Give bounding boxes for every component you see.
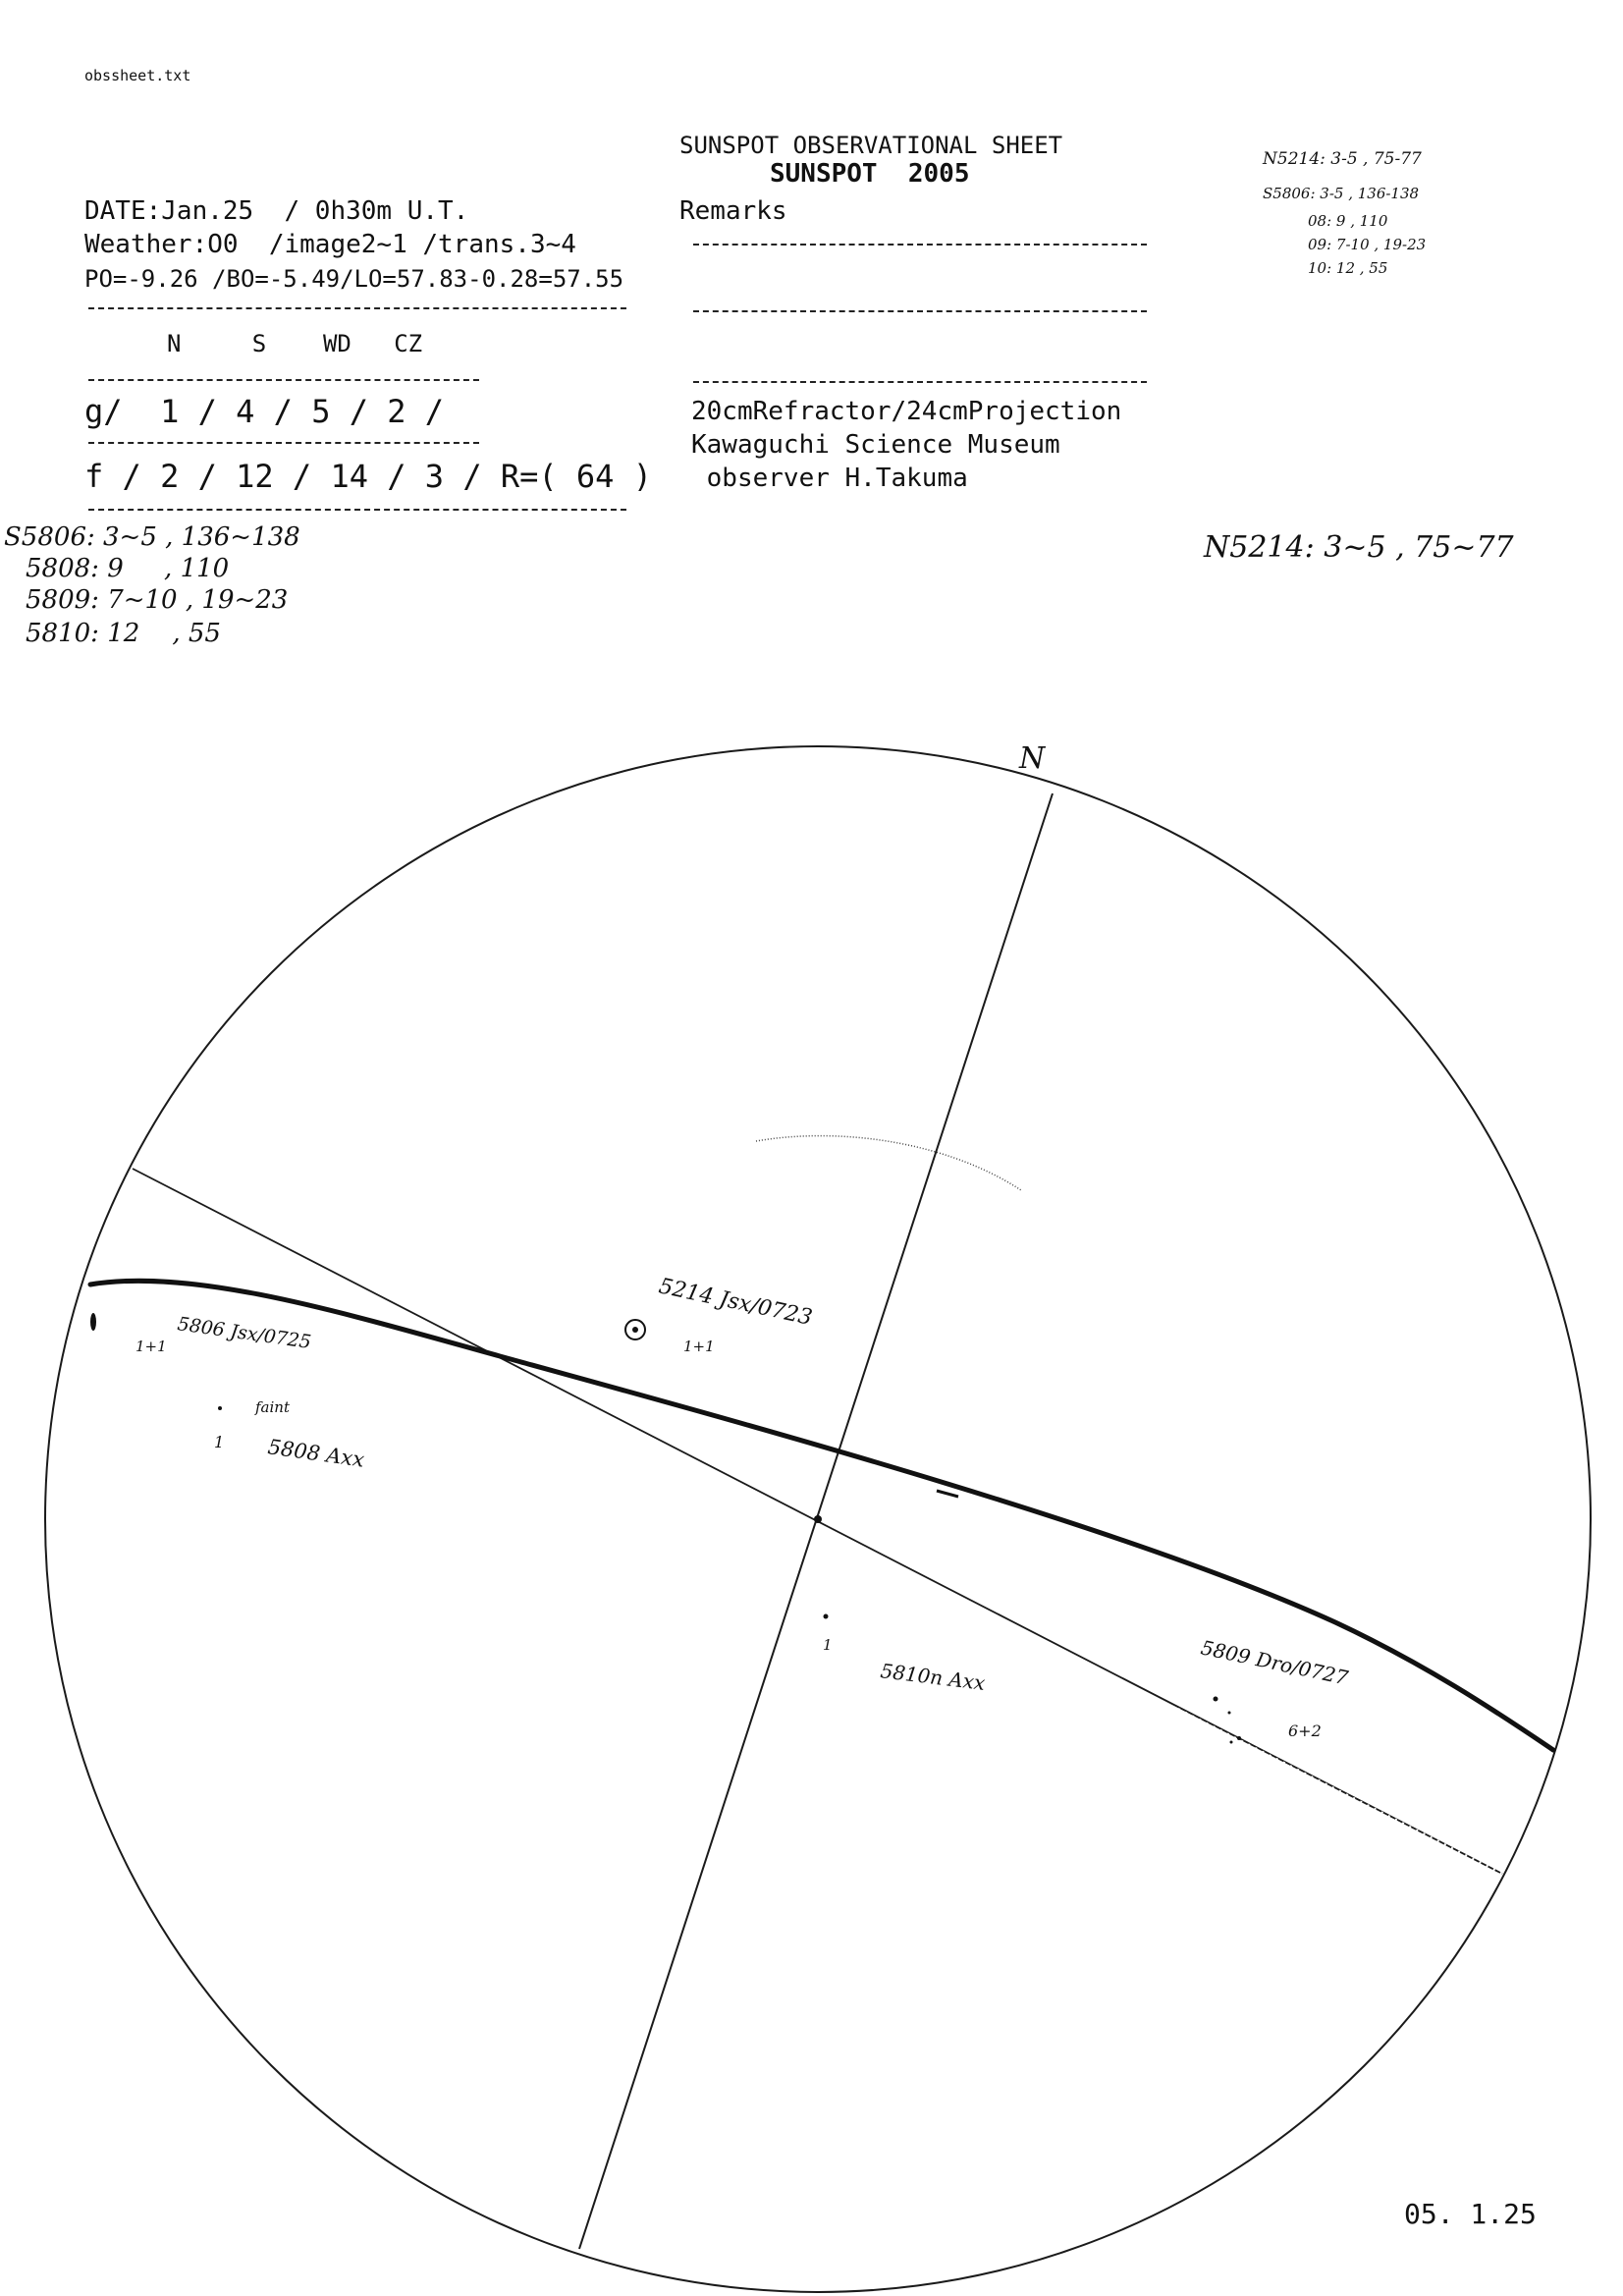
sunspot [632, 1327, 638, 1333]
region-count: 1+1 [135, 1338, 167, 1355]
file-name: obssheet.txt [84, 67, 191, 84]
region-count: 1 [823, 1636, 833, 1654]
tick-mark [937, 1491, 958, 1497]
spot-count-row: f / 2 / 12 / 14 / 3 / R=( 64 ) [84, 458, 652, 495]
note-right: N5214: 3~5 , 75~77 [1204, 530, 1514, 565]
region-label: 5214 Jsx/0723 [656, 1274, 815, 1331]
region-label: 5809 Dro/0727 [1198, 1635, 1351, 1690]
sunspot [1228, 1712, 1231, 1715]
sunspot [1230, 1741, 1233, 1744]
note-top-right: 08: 9 , 110 [1308, 212, 1388, 230]
region-label: 5806 Jsx/0725 [176, 1313, 313, 1354]
date-line: DATE:Jan.25 / 0h30m U.T. [84, 196, 469, 226]
note-left: 5808: 9 , 110 [26, 554, 230, 583]
latitude-arc [756, 1136, 1021, 1190]
region-label: 5810n Axx [879, 1659, 987, 1696]
note-top-right: S5806: 3-5 , 136-138 [1263, 185, 1420, 202]
date-stamp: 05. 1.25 [1404, 2198, 1537, 2230]
north-marker: N [1019, 741, 1046, 776]
region-count: 1+1 [683, 1338, 715, 1355]
museum: Kawaguchi Science Museum [691, 430, 1060, 460]
note-left: 5810: 12 , 55 [26, 619, 221, 648]
sheet-title: SUNSPOT OBSERVATIONAL SHEET [679, 132, 1063, 159]
sheet-subtitle: SUNSPOT 2005 [770, 159, 970, 189]
note-top-right: N5214: 3-5 , 75-77 [1263, 149, 1422, 169]
note-top-right: 09: 7-10 , 19-23 [1308, 236, 1427, 253]
region-note: faint [255, 1398, 290, 1416]
group-count-row: g/ 1 / 4 / 5 / 2 / [84, 393, 445, 430]
note-left: S5806: 3~5 , 136~138 [4, 522, 300, 552]
instrument: 20cmRefractor/24cmProjection [691, 397, 1122, 426]
observer: observer H.Takuma [691, 464, 968, 493]
sunspot [218, 1406, 222, 1410]
note-top-right: 10: 12 , 55 [1308, 259, 1388, 277]
region-label: 5808 Axx [266, 1435, 366, 1472]
note-left: 5809: 7~10 , 19~23 [26, 585, 289, 615]
sunspot [1214, 1697, 1218, 1702]
sunspot [1237, 1736, 1241, 1740]
counts-header: N S WD CZ [167, 330, 423, 357]
region-count: 1 [214, 1433, 225, 1451]
sunspot [824, 1614, 829, 1619]
disk-center-mark [814, 1515, 822, 1523]
region-count: 6+2 [1288, 1722, 1322, 1740]
remarks-label: Remarks [679, 196, 787, 226]
sunspot [90, 1313, 96, 1331]
pbl-line: PO=-9.26 /BO=-5.49/LO=57.83-0.28=57.55 [84, 265, 624, 293]
weather-line: Weather:O0 /image2~1 /trans.3~4 [84, 230, 576, 259]
